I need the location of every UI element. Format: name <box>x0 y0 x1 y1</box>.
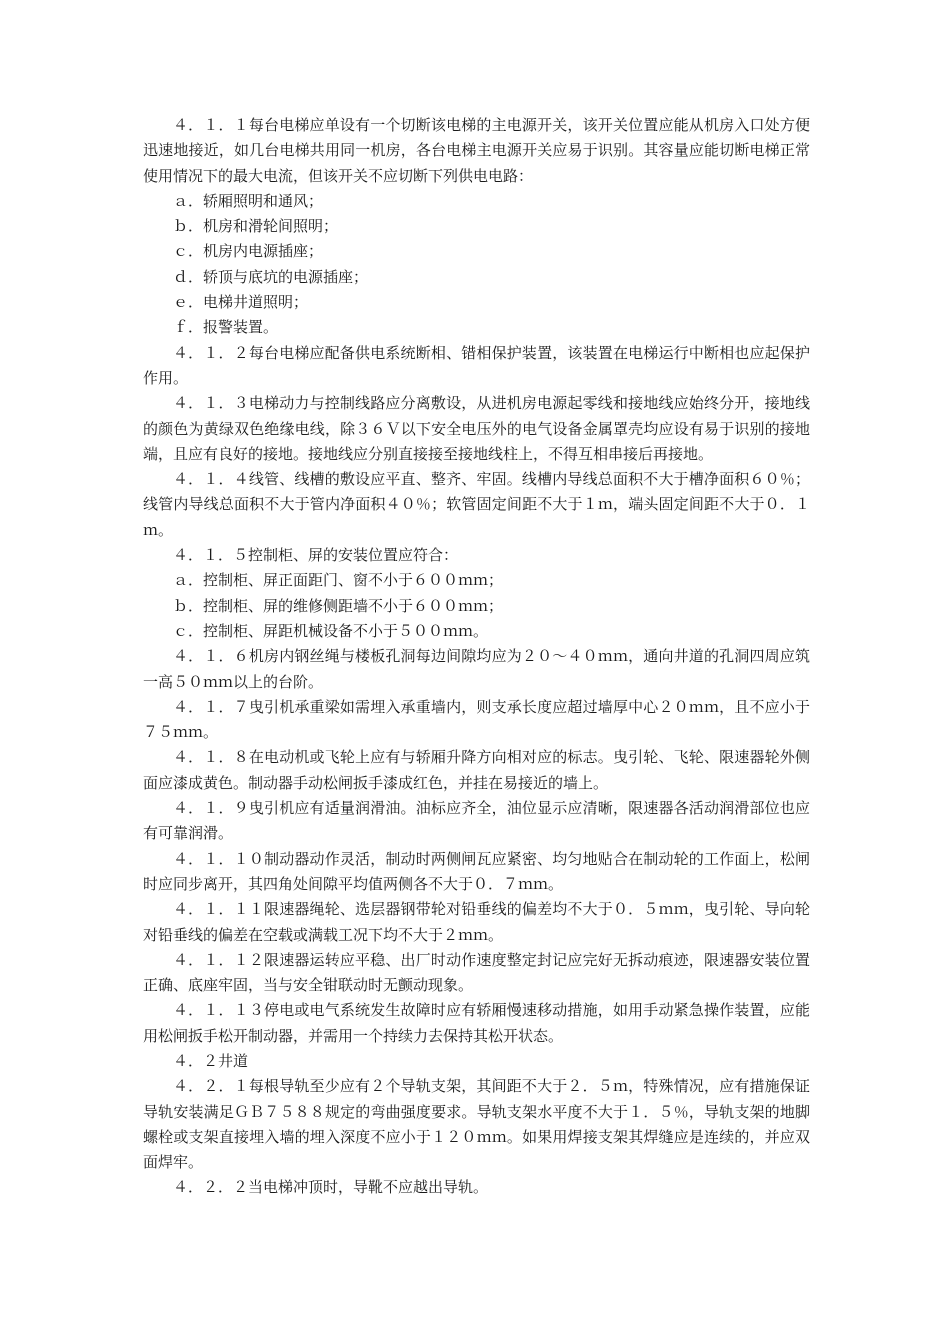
list-item-e: ｅ．电梯井道照明； <box>173 293 309 312</box>
paragraph-4-2-1: ４．２．１每根导轨至少应有２个导轨支架，其间距不大于２．５ｍ，特殊情况，应有措施保证导轨安装满足ＧＢ７５８８规定的弯曲强度要求。导轨支架水平度不大于１．５％，导轨支架的地脚螺栓或支架直接埋入墙的埋入深度不应小于１２０ｍｍ。如果用焊接支架其焊缝应是连续的，并应双面焊牢。 <box>143 1077 810 1172</box>
document-body <box>143 113 810 1201</box>
paragraph-4-1-9: ４．１．９曳引机应有适量润滑油。油标应齐全，油位显示应清晰，限速器各活动润滑部位也应有可靠润滑。 <box>143 799 810 843</box>
paragraph-4-1-1: ４．１．１每台电梯应单设有一个切断该电梯的主电源开关，该开关位置应能从机房入口处方便迅速地接近，如几台电梯共用同一机房，各台电梯主电源开关应易于识别。其容量应能切断电梯正常使用情况下的最大电流，但该开关不应切断下列供电电路： <box>143 116 810 185</box>
paragraph-4-1-4: ４．１．４线管、线槽的敷设应平直、整齐、牢固。线槽内导线总面积不大于槽净面积６０％；线管内导线总面积不大于管内净面积４０％；软管固定间距不大于１ｍ，端头固定间距不大于０．１ｍ。 <box>143 470 810 539</box>
paragraph-4-1-13: ４．１．１３停电或电气系统发生故障时应有轿厢慢速移动措施，如用手动紧急操作装置，应能用松闸扳手松开制动器，并需用一个持续力去保持其松开状态。 <box>143 1001 810 1045</box>
paragraph-4-1-3: ４．１．３电梯动力与控制线路应分离敷设，从进机房电源起零线和接地线应始终分开，接地线的颜色为黄绿双色绝缘电线，除３６Ｖ以下安全电压外的电气设备金属罩壳均应设有易于识别的接地端，且应有良好的接地。接地线应分别直接接至接地线柱上，不得互相串接后再接地。 <box>143 394 810 463</box>
list-item-a: ａ．轿厢照明和通风； <box>173 191 324 210</box>
paragraph-4-2-2: ４．２．２当电梯冲顶时，导靴不应越出导轨。 <box>173 1178 489 1197</box>
list-item-c: ｃ．机房内电源插座； <box>173 242 324 261</box>
paragraph-4-1-7: ４．１．７曳引机承重梁如需埋入承重墙内，则支承长度应超过墙厚中心２０ｍｍ，且不应小于７５ｍｍ。 <box>143 697 810 742</box>
list-item-f: ｆ．报警装置。 <box>173 318 279 337</box>
paragraph-4-1-8: ４．１．８在电动机或飞轮上应有与轿厢升降方向相对应的标志。曳引轮、飞轮、限速器轮外侧面应漆成黄色。制动器手动松闸扳手漆成红色，并挂在易接近的墙上。 <box>143 748 810 792</box>
paragraph-4-1-12: ４．１．１２限速器运转应平稳、出厂时动作速度整定封记应完好无拆动痕迹，限速器安装位置正确、底座牢固，当与安全钳联动时无颤动现象。 <box>143 950 810 995</box>
list-item-d: ｄ．轿顶与底坑的电源插座； <box>173 267 369 286</box>
paragraph-4-1-10: ４．１．１０制动器动作灵活，制动时两侧闸瓦应紧密、均匀地贴合在制动轮的工作面上，松闸时应同步离开，其四角处间隙平均值两侧各不大于０．７ｍｍ。 <box>143 849 810 893</box>
paragraph-4-1-2: ４．１．２每台电梯应配备供电系统断相、错相保护装置，该装置在电梯运行中断相也应起保护作用。 <box>143 343 810 387</box>
list-item-b: ｂ．机房和滑轮间照明； <box>173 217 339 236</box>
list-item-c: ｃ．控制柜、屏距机械设备不小于５００ｍｍ。 <box>173 621 489 640</box>
paragraph-4-1-6: ４．１．６机房内钢丝绳与楼板孔洞每边间隙均应为２０～４０ｍｍ，通向井道的孔洞四周应筑一高５０ｍｍ以上的台阶。 <box>143 647 810 691</box>
section-heading-4-2: ４．２井道 <box>173 1051 249 1070</box>
paragraph-4-1-5: ４．１．５控制柜、屏的安装位置应符合： <box>173 546 459 565</box>
paragraph-4-1-11: ４．１．１１限速器绳轮、选层器钢带轮对铅垂线的偏差均不大于０．５ｍｍ，曳引轮、导向轮对铅垂线的偏差在空载或满载工况下均不大于２ｍｍ。 <box>143 900 810 944</box>
list-item-b: ｂ．控制柜、屏的维修侧距墙不小于６００ｍｍ； <box>173 596 504 615</box>
list-item-a: ａ．控制柜、屏正面距门、窗不小于６００ｍｍ； <box>173 571 504 590</box>
